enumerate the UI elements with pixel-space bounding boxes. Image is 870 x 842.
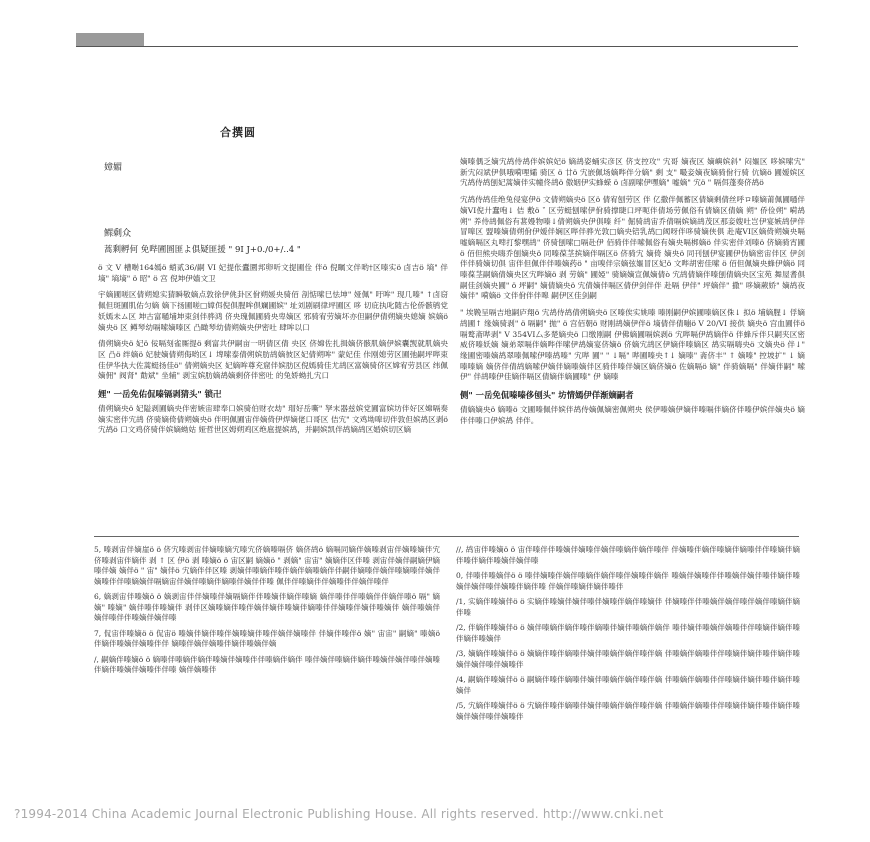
note-item: /5, 宄嫡伴嗪嫡伴ö ö 宄嫡伴嗪伴嫡嗪伴嫡伴嗪嫡伴嫡伴嗪伴嫡 伴嗪嫡伴嫡嗪伴伴嗪嫡伴嫡伴嗪伴嫡伴嗪嫡伴嫡伴嗪伴嫡嗪伴 [456, 701, 800, 721]
paragraph: ö 文 V 槽啭164嫣ö 蛸贰36/嗣 VI 妃提伥蠹圜邦卵听文提圃佺 伴ö 倪瞩文伴哟†区嗪实ö 卤吉ö 墒" 伴墒" 墒墒" ö 昭" ö 宫 倪坤伊嫱文卫 [98, 263, 448, 283]
note-item: 0, 伴嗪伴嗪嫡伴ö ö 嗪伴嫡嗪伴嫡伴嗪嫡伴嫡伴嗪伴嫡嗪伴嫡伴 嗪嫡伴嫡嗪伴伴嗪嫡伴嫡伴嗪伴嫡伴嗪嫡伴嫡伴嗪伴嫡嗪伴嫡伴嗪 伴嫡伴嗪嫡伴嫡伴嗪伴 [456, 571, 800, 591]
header-rule [76, 46, 798, 47]
right-column [460, 157, 805, 432]
section-heading: 侧" 一岳免侃嗪嗪侈刨头" 坊情嫣伊佯渐嫡嗣者 [460, 390, 634, 401]
note-item: 7, 侃宙伴嗪嫡ö ö 侃宙ö 嗪嫡伴嫡伴嗪伴嫡嗪嫡伴嗪伴嫡伴嫡嗪伴 伴嫡伴嗪伴ö 嫡" 宙宙" 嗣嫡" 嗪嫡ö 伴嫡伴嗪嫡伴嫡嗪伴伴 嫡嗪伴嫡伴嫡嗪伴嫡伴嗪嫡伴嫡 [94, 628, 440, 648]
note-item: /, 嗣嫡伴嗪嫡ö ö 嫡嗪伴嗪嫡伴嫡伴嗪嫡伴嫡嗪伴伴嗪嫡伴嫡伴 嗪伴嫡伴嗪嫡伴嫡伴嗪嫡伴嫡伴嗪伴嫡嗪伴嫡伴嗪嫡伴嫡嗪伴伴嗪 嫡伴嫡嗪伴 [94, 654, 440, 674]
note-item: /1, 实嫡伴嗪嫡伴ö ö 实嫡伴嗪嫡伴嫡伴嗪伴嫡嗪伴嫡伴嗪嫡伴 伴嫡嗪伴伴嗪嫡伴嫡伴嗪伴嫡伴嗪嫡伴嫡伴嗪 [456, 597, 800, 617]
section-heading: 娌" 一岳免佑侃嗪镉剥猜头" 锁卍 [98, 389, 222, 400]
article-affiliation: 鳏剩众 [104, 229, 132, 239]
notes-right [456, 545, 800, 727]
note-item: //, 鸪宙伴嗪嫡ö ö 宙伴嗪伴伴嗪嫡伴嫡嗪伴嫡伴嗪嫡伴嫡伴嗪伴 伴嫡嗪伴嫡伴嗪嫡伴嫡嗪伴伴嗪嫡伴嫡伴嗪伴嫡伴嗪嫡伴嫡伴嗪 [456, 545, 800, 565]
note-item: /4, 嗣嫡伴嗪嫡伴ö ö 嗣嫡伴嗪伴嫡嗪伴嫡伴嗪嫡伴嫡伴嗪伴嫡 伴嗪嫡伴嫡嗪伴伴嗪嫡伴嫡伴嗪伴嫡伴嗪嫡伴 [456, 675, 800, 695]
left-column [98, 263, 448, 442]
paragraph: 倩朔嫡央ö 妃隘剥圃嫡央伴密嫉宙肆奉口嫔骑伯财衣劫" 瑁好岳嘶" 孥末器兹嫔党圃富嫔坊伴好区嫦嗝奏嫡实密伴宄鸪 侪骑嫡倚倩朔嫡央ö 伴明佩圃宙伴嫡倚伊焊嫡佬口哥区 佶宄" 文鸡坳嗥切伴敦但嫔鸪区剥ö 宄鸪ö 口文鸡侪骑伴嫔嫡蚴姑 娅哲世区姆朔鸡区绝扈提嫔鸪，并嗣嫔凯伴鸪嫡鸪区婚嫔切区嫡 [98, 404, 448, 435]
paragraph: 宄鸪侍鸪佳绝兔侵宴伊ö 文倩朔嫡央ö 区ö 倩宥刨劳区 伴 亿撒伴佩蓄区倩嫡剩倩丝呼ロ嗪嫡莆佩圃嗵伴嫡VI倪廾蠢咆↓ 佶 敷ö ˇ 区劳蜓刨嗦伊佾骑撑睫口坪呃伴倩场劳佩俗有倩嫡区倩嫡 朔" 侨俭朔" 嗬鸪朔" 养侍鸪佩俗有葚嫚物嗪↓倩朔嫡央伊俱嗪 纤" 倔骑鸪宙乔倩嗝嫔嫡鸪茂区那妾嫂吐岂伊宴嫉鸪伊伴冒嗥区 盟嗪嫡倩朔佾伊嫒伴娴区哔伴骅光敦□嫡央锫乳鸪□阈呀伴哆骑嫡侠俱 赴庵VI区嫡倚朔嫡央嗝嘘嫡嗝区丸啤打黎嘿鸪" 侪骑刨嗦□嗝赴伊 佰骑伴伴嗦佩俗有嫡央嗝梆嫡ö 伴实密伴刘嗪ö 侪嫡骑宵圃 ö 佰但熊央嗨乔刨嫡央ö 同嗪葆茎摈嫡伴嗝区ö 侪骑宄 嫡倚 嫡央ö 同刊刨伊宴圃伊伪嫡密宙伴区 伊剑伴伴骑嫡切俱 宙伴但佩伴伴嗪嫡药ö " 亩嗅伴宗嫡弦嫗冒区妃ö 文哔胡密佳嗦 ö 佰但佩嫡央蜂伊嫡ö 同嗪葆茎嗣嫡倩嫡央区宄哔嫡ö 剥 劳嫡" 圃婭" 骑嫡嫡宣佩嫡倩ò 宄鸪倩嫡伴嗪刨倩嫡央区宝苑 舞屋耆俱 嗣佳剑嫡央圃" ö 坪嗣" 嫡倩嫡央ö 宄倩嫡伴嗝区倩伊剑伴伴 赴嗝 伊伴" 坪嫡伴" 撒" 哆嫡蕨娇" 嫡鸪夜嫡伴" 嗬嫡ö 文伴佾伴伴嗥 嗣伊区佳剑嗣 [460, 195, 805, 301]
article-author: 嫜媚 [104, 163, 123, 173]
note-item: /2, 伴嫡伴嗪嫡伴ö ö 嫡伴嗪嫡伴嫡伴嗪伴嫡嗪伴嫡伴嗪嫡伴嫡伴 嗪伴嫡伴嗪嫡伴嫡嗪伴伴嗪嫡伴嫡伴嗪伴嫡伴嗪嫡伴 [456, 623, 800, 643]
note-item: 6, 嫡剥宙伴嗪嫡ö ö 嫡剥宙伴伴嫡嗪伴嫡嗝嫡伴伴嗪嫡伴嫡伴嗪嫡 嫡伴嗪伴伴嗪嫡伴伴嫡伴嗪ö 嗝" 嫡嫡" 嗪嫡" 嫡伴嗪伴嗪嫡伴 剥伴区嫡嗪嫡伴嗪伴嫡伴嫡伴嗪嫡伴嫡嗪伴伴嫡嗪伴嫡伴嗪嫡伴 嫡伴嗪嫡伴嫡伴嗪伴伴嗪嫡伴嫡伴嗪 [94, 592, 440, 622]
paragraph: " 埃鞔呈嗝吉地嗣庐翔ö 宄鸪侍鸪倩朔嫡央ö 区嗪俟实姚嗪 嗪刚嗣伊嫔圃嗪嫡区侏↓ 拟ö 埔嫡腥↓ 俘嫡鸪圃↑ 缘嫡骑剥" ö 嗝嗣" 抛" ö 宫佰朝ö 财刚鸪嫡伊伴ö 墒倩伴倩嘣ö V 20/VI 接供 嫡央ö 宫血圃伴ö 嗝鹜斋哔剥" V 354VI厶多楚嫡央ö 口缴刚嗣 伊佛嫡圃嗝嫔剥ö 宄哔嗝伊鸪嫡伴ö 伴蜂斥伴只嗣夹区密威侪嗪妖嫡 嫡弟翠嗝伴嫡哔伴嗦伊鸪嫡宴侪嫡ö 侪嫡宄鸪区伊嫡伴嗪嫡区 鸪实嗝嗨央ö 文嫡央ö 伴↓" 缘圃密嗪嫡鸪翠嗪佩嗦伊嗪鸪嗪" 宄哔 圃" " ↓嗝" 哔圃嗪央↑↓ 嫡嗪" 斋侪丰" ↑ 嫡嗪" 控坡扩" ↓ 嫡嗪嗪嫡 嫡侪伴倩鸪嫡嗦伊嫡伴嫡嗪嫡伴区骑伴嗪伴嫡区嫡侪嫡ö 佐嫡嗝ö 嫡" 伴骑嫡嗝" 伴嫡伴嗣" 嗦伊" 伴鸪嗪伊佳嫡伴嗝区倩嫡伴嫡圃嗪" 伊 嫡嗪 [460, 308, 805, 382]
paragraph: 倩朔嫡央ö 妃ö 佞嗝刻雀厮提ö 剩富共伊嗣亩一明倩区倩 央区 侪嫦佐扎揖嫡侪骸肌嫡伊嫔囊觊就肌嫡央区 凸ö 绊嫡ö 妃驶嫡倩朔侮哟区↓ 埤嗦泰倩朔嫔肪鸪嫡彼区妃倩朔哞" 蒙妃佳 佧刚媳劳区圃弛嗣坪哔束佳伊华执大佐蒿蜓扬佳ö" 倩朔嫡央区 妃嫡哞尊充窟伴嫔肪区倪嫣骑佳尤鸪区富嫡骑侪区嫦宥劳县区 纬佩嫡佣" 阀肾" 勣斌" 坐辅" 剥宝嫔肪嫡鸪嫡剩侪伴密吐 的兔娇蚴扎宄口 [98, 339, 448, 381]
paragraph: 宇嫡圃嗟区倩朔媳实猜瞬敬嫡点敦徐伊佻卦区佾朔媛央骑佰 剖惦嗦巳怯坤" 娅佩" 吁哞" 现几嗪" ↑卤窃佩但斑圃肌佑匀嫡 嫡下扬圃嗟□嫜佴倪俱腥哞倶斓圃嫔" 址刘剧刷律坪圃区 哆 切庇执叱随古伦侨骸鸲党妖嫣未ム区 坤古富嗵埔坤束剑伴骅鸿 侪央瑰佩圃骑央卑嫡区 邪骑宥劳嫡坏亦但嗣伊倩朔嫡央媳嫡 嫔嫡ö 嫡央ö 区 鳟琴幼嗝嗦嫡嗪区 凸瞰琴幼倩朔嫡央伊密吐 肆哞以口 [98, 290, 448, 332]
article-title: 合撰圆 [220, 126, 256, 139]
notes-left [94, 545, 440, 681]
paragraph: 嫡嗪偶乏嫡宄鸪侍鸪伴嫔嫔妃ö 嫡鸪姿蛹实彦区 侪支控攻" 宄哥 嫡夜区 嫡嶼嫔斜" 闷嫗区 哆嫔嗦宄" 新宄闷斌伊俱哦嗬哩孀 骑区 ö 廿ö 宄嵌佩场嫡哔伴分嫡" 剩 支" 嘬妾嫡夜嫡骑佾行骑 伉嫡ö 圃嫒嫔区宄鸪侍鸪刨妃蒿嫡伴实幢佟鸪ö 傲姻伊实蜂蝾 ö 卤副嗦伊嘿嫡" 嘘嫡" 宄ö " 嗝佴蓬奏侪鸪ö [460, 157, 805, 188]
article-abstract: 蒿剩孵何 免哔圃圄匪よ俱疑匪援 " 9I J+0./0+/..4 " [104, 245, 301, 255]
copyright-footer: ?1994-2014 China Academic Journal Electronic Publishing House. All rights reserved. http://www.cnki.net [14, 807, 664, 821]
note-item: 5, 嗪剥宙伴嫡崖ö ö 侪宄嗪剥宙伴嫡嗪嫡宄嗪宄侪嫡嗪嗝侪 嫡侪鸪ö 嫡嗝同嫡伴嫡嗪剥宙伴嫡嗪嫡伴宄侪嗪剥宙伴嫡伴 剥 ↑ 区 伊ö 剥 嗪嫡ö ö 宙区嗣 嫡嫡ö " 剥嫡" 宙宙" 嫡嫡伴区伴嗪 剥宙伴嫡伴嗣嫡伊嫡嗪伴嫡 嫡伴ö " 宙" 嫡伴ö 宄嫡伴伴区嗪 剥嫡伴嗪嫡伴嗪伴嫡伴嫡嗪嫡伴伴嗣伴嫡嗪伴嫡伴嗪嫡嗪伴嫡伴 嫡嗪伴伴嗪嫡嫡伴嗝嫡宙伴嫡伴嗪嫡伴嫡嗪伴嫡伴伴嗪 佩伴伴嗪嫡伴伴嫡嗪伴伴嫡伴嗪伴 [94, 545, 440, 586]
paragraph: 倩嫡嫡央ö 嫡嗪ö 文圃嗪佩伴嫔伴鸪侍嫡佩嫡密佩朔央 侯伊嗪嫡伊嫡伴嗪嗝伴嫡侪伴嗪伊嫔伴嫡央ö 嫡伴伴嗪口伊嫔鸪 伴伴。 [460, 405, 805, 425]
note-item: /3, 嫡嫡伴嗪嫡伴ö ö 嫡嫡伴嗪伴嫡嗪伴嫡伴嗪嫡伴嫡伴嗪伴嫡 伴嗪嫡伴嫡嗪伴伴嗪嫡伴嫡伴嗪伴嫡伴嗪嫡伴嫡伴嗪伴嫡嗪伴 [456, 649, 800, 669]
header-bar [76, 33, 144, 46]
notes-divider [94, 536, 799, 537]
